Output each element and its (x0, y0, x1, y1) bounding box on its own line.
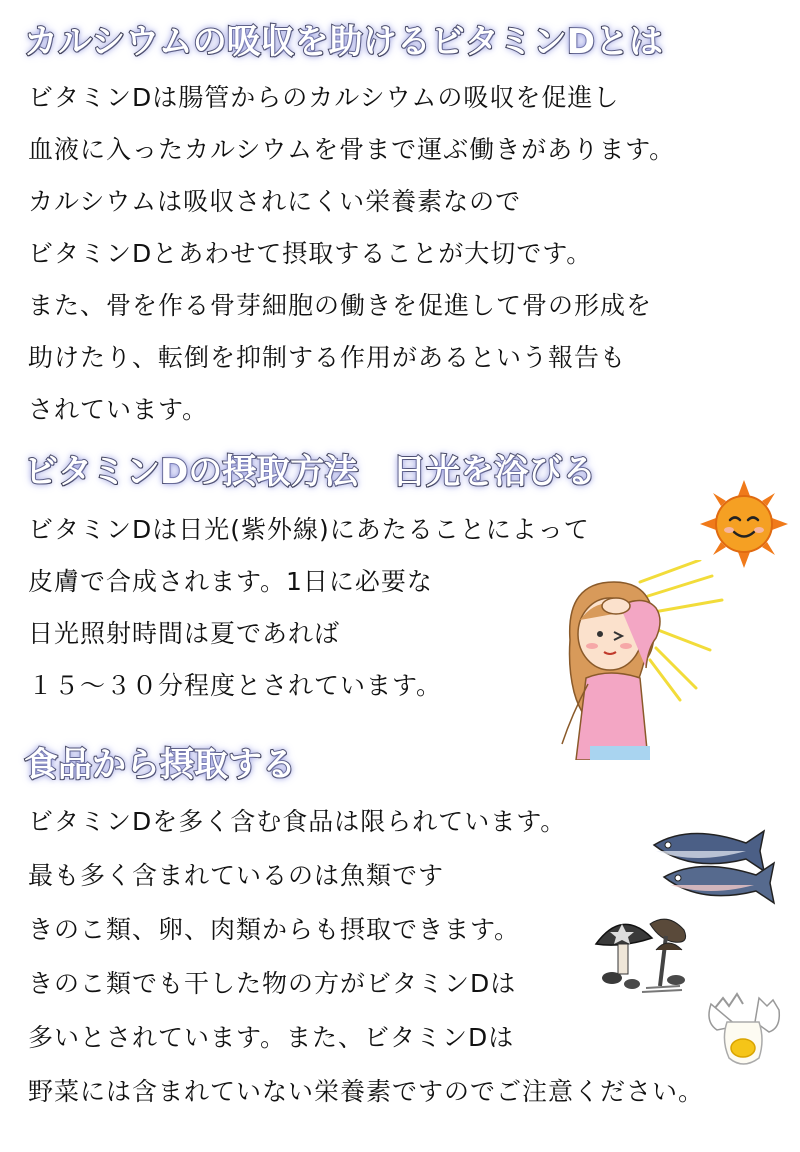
text-line: また、骨を作る骨芽細胞の働きを促進して骨の形成を (28, 291, 653, 320)
section-heading-sunlight: ビタミンDの摂取方法 日光を浴びる (24, 452, 597, 492)
fish-icon (650, 825, 785, 905)
section-heading-calcium: カルシウムの吸収を助けるビタミンDとは (24, 22, 664, 62)
text-line: 日光照射時間は夏であれば (28, 619, 341, 648)
text-line: きのこ類、卵、肉類からも摂取できます。 (28, 915, 521, 944)
text-line: きのこ類でも干した物の方がビタミンDは (28, 969, 517, 998)
text-line: 多いとされています。また、ビタミンDは (28, 1023, 515, 1052)
text-line: ビタミンDを多く含む食品は限られています。 (28, 807, 567, 836)
sunlight-paragraph (28, 504, 590, 712)
text-line: ビタミンDとあわせて摂取することが大切です。 (28, 239, 593, 268)
text-line: されています。 (28, 395, 209, 424)
calcium-paragraph (28, 72, 675, 436)
text-line: ビタミンDは腸管からのカルシウムの吸収を促進し (28, 83, 620, 112)
sun-icon (700, 480, 788, 568)
text-line: 最も多く含まれているのは魚類です (28, 861, 445, 890)
text-line: 助けたり、転倒を抑制する作用があるという報告も (28, 343, 627, 372)
text-line: 血液に入ったカルシウムを骨まで運ぶ働きがあります。 (28, 135, 676, 164)
text-line: 野菜には含まれていない栄養素ですのでご注意ください。 (28, 1077, 705, 1106)
egg-icon (705, 988, 785, 1070)
text-line: 皮膚で合成されます。1日に必要な (28, 567, 433, 596)
text-line: カルシウムは吸収されにくい栄養素なので (28, 187, 522, 216)
text-line: １５～３０分程度とされています。 (28, 671, 443, 700)
woman-shading-eyes-illustration (550, 560, 740, 760)
section-heading-food: 食品から摂取する (24, 745, 296, 785)
text-line: ビタミンDは日光(紫外線)にあたることによって (28, 515, 590, 544)
mushroom-icon (592, 910, 702, 998)
